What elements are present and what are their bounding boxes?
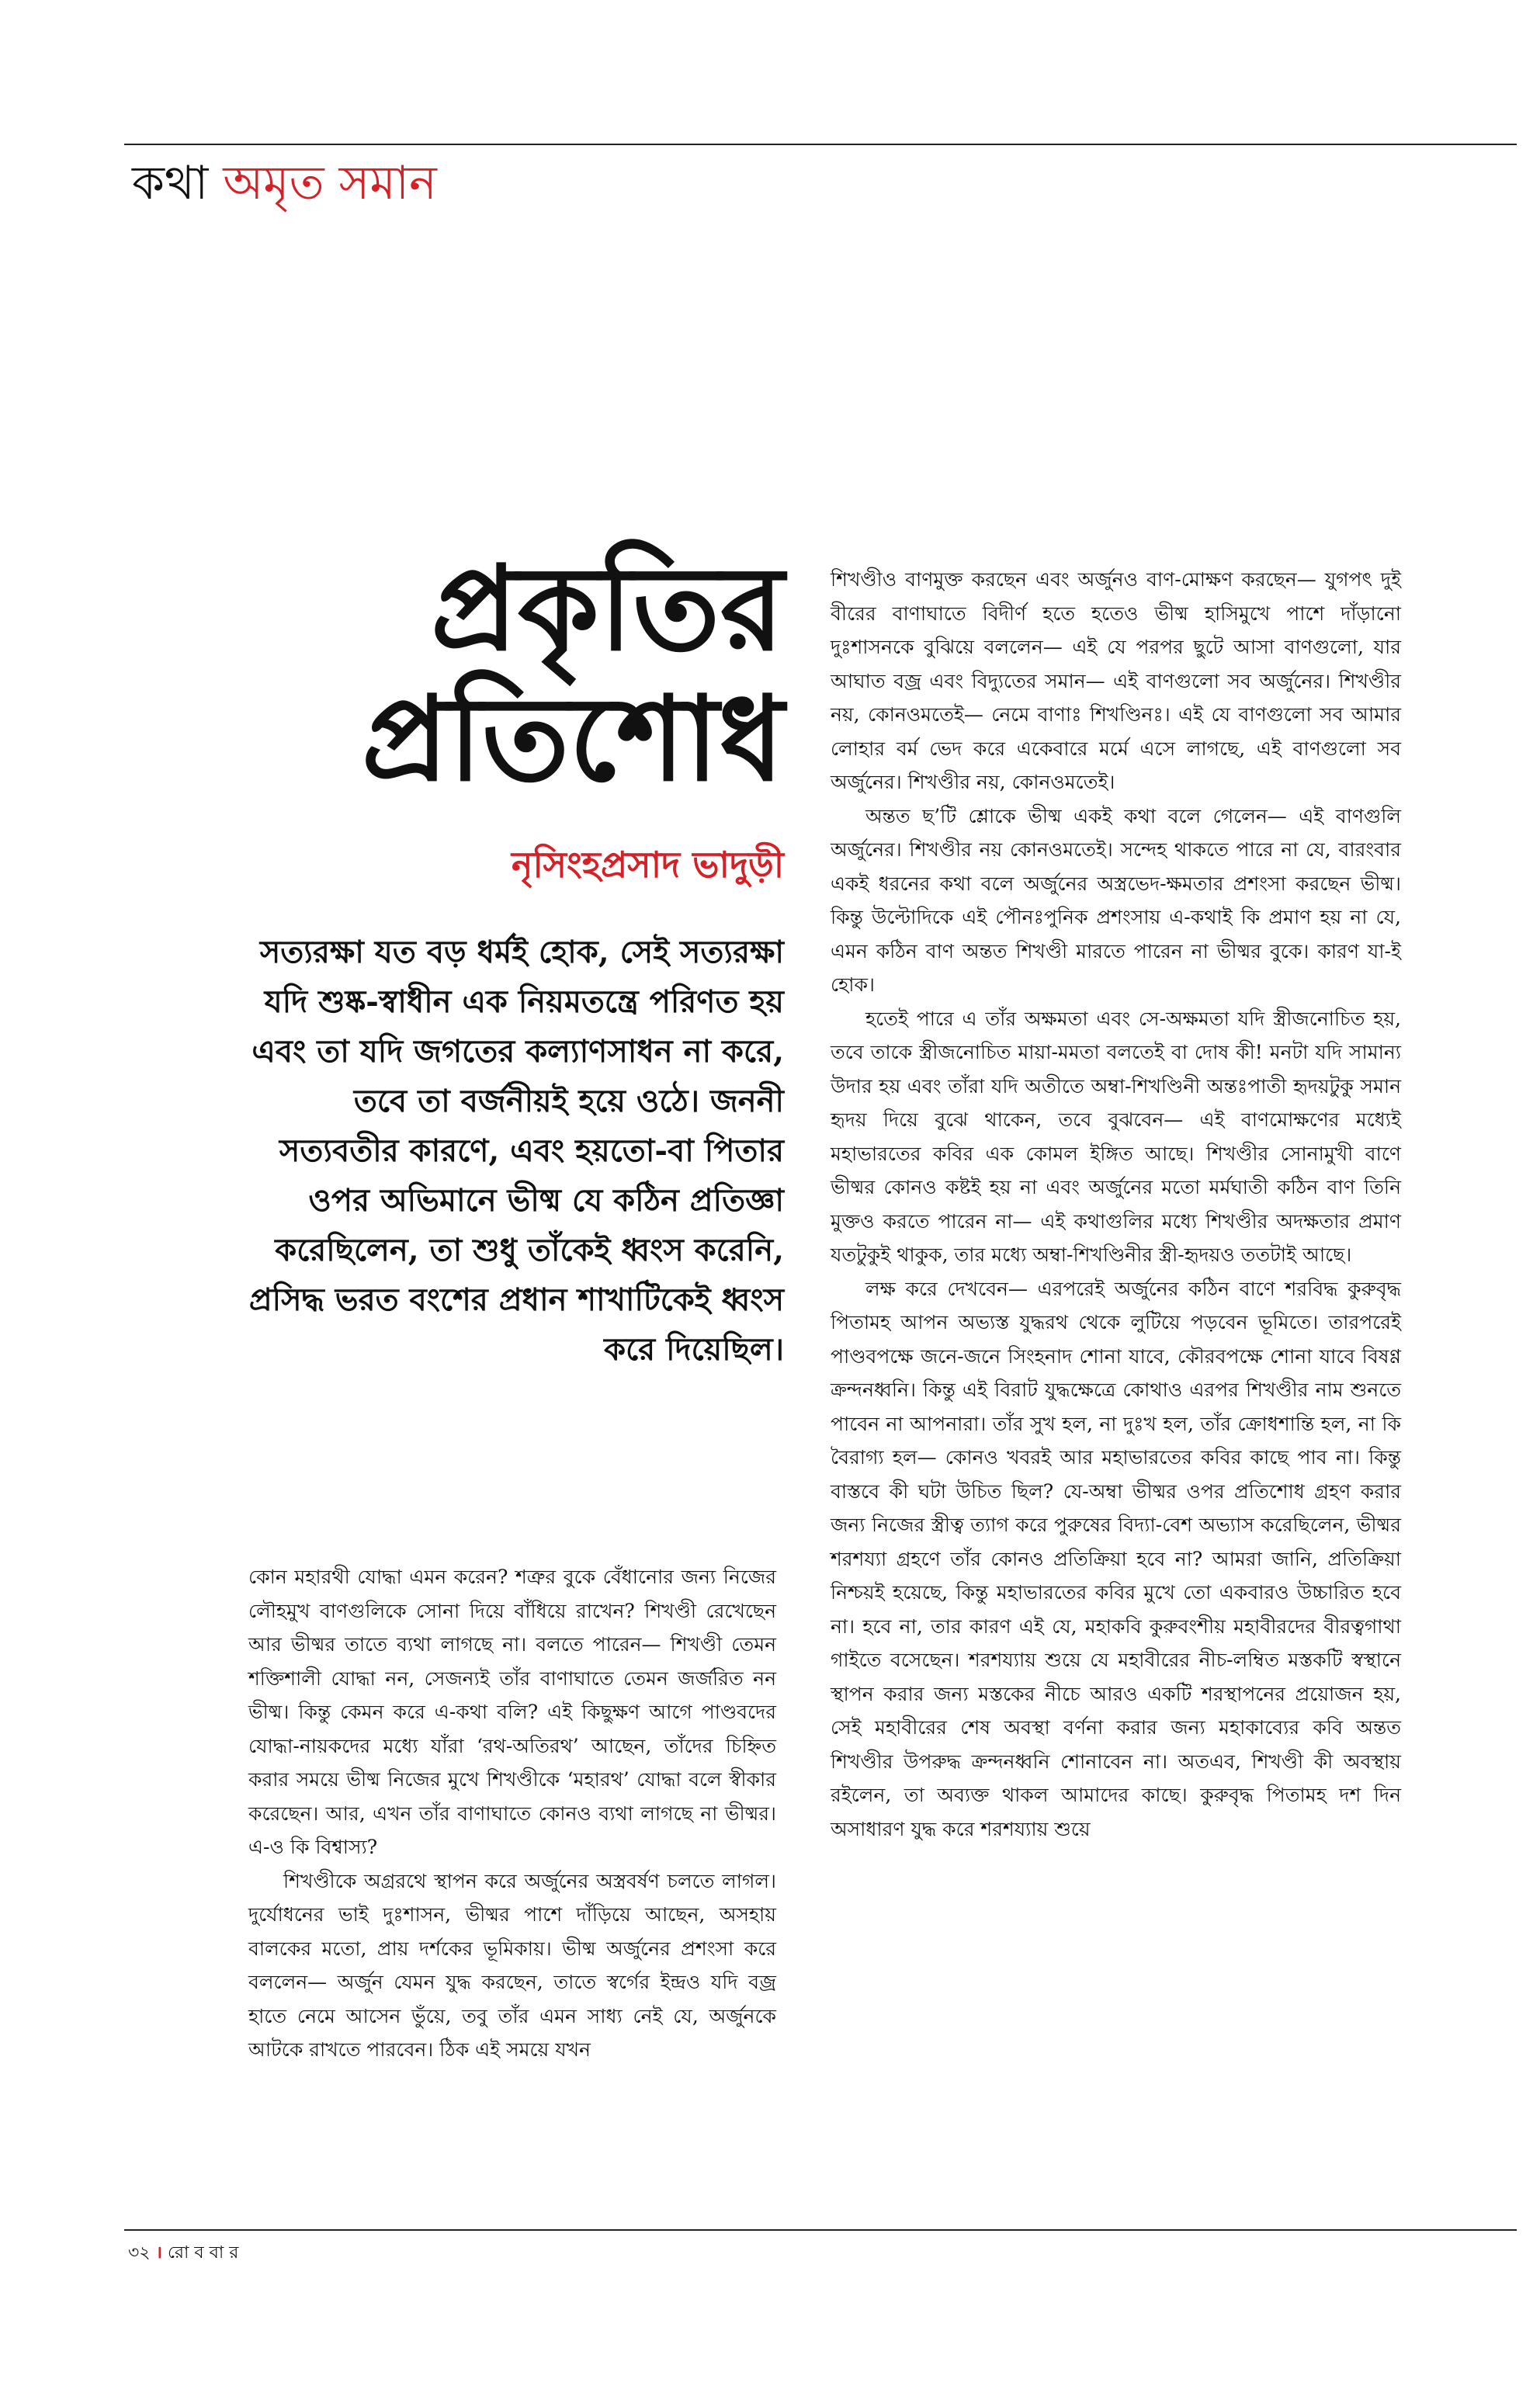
top-rule — [124, 144, 1517, 145]
paragraph: শিখণ্ডীও বাণমুক্ত করছেন এবং অর্জুনও বাণ-মোক্ষণ করছেন— যুগপৎ দুই বীরের বাণাঘাতে বিদীর্ণ হতে হতেও ভীষ্ম হাসিমুখে পাশে দাঁড়ানো দুঃশাসনকে বুঝিয়ে বললেন— এই যে পরপর ছুটে আসা বাণগুলো, যার আঘাত বজ্র এবং বিদ্যুতের সমান— এই বাণগুলো সব অর্জুনের। শিখণ্ডীর নয়, কোনওমতেই— নেমে বাণাঃ শিখণ্ডিনঃ। এই যে বাণগুলো সব আমার লোহার বর্ম ভেদ করে একেবারে মর্মে এসে লাগছে, এই বাণগুলো সব অর্জুনের। শিখণ্ডীর নয়, কোনওমতেই। — [831, 568, 1401, 793]
title-line-1: প্রকৃতির — [431, 540, 784, 677]
body-column-left — [248, 1560, 776, 2067]
page-number: ৩২ — [128, 2243, 151, 2263]
title-line-2: প্রতিশোধ — [361, 671, 784, 807]
footer-separator: । — [155, 2242, 162, 2263]
article-title — [295, 540, 784, 807]
paragraph: হতেই পারে এ তাঁর অক্ষমতা এবং সে-অক্ষমতা যদি স্ত্রীজনোচিত হয়, তবে তাকে স্ত্রীজনোচিত মায়া-মমতা বলতেই বা দোষ কী! মনটা যদি সামান্য উদার হয় এবং তাঁরা যদি অতীতে অম্বা-শিখণ্ডিনী অন্তঃপাতী হৃদয়টুকু সমান হৃদয় দিয়ে বুঝে থাকেন, তবে বুঝবেন— এই বাণমোক্ষণের মধ্যেই মহাভারতের কবির এক কোমল ইঙ্গিত আছে। শিখণ্ডীর সোনামুখী বাণে ভীষ্মর কোনও কষ্টই হয় না এবং অর্জুনের মতো মর্মঘাতী কঠিন বাণ তিনি মুক্তও করতে পারেন না— এই কথাগুলির মধ্যে শিখণ্ডীর অদক্ষতার প্রমাণ যতটুকুই থাকুক, তার মধ্যে অম্বা-শিখণ্ডিনীর স্ত্রী-হৃদয়ও ততটাই আছে। — [831, 1007, 1401, 1266]
pull-quote-text: সত্যরক্ষা যত বড় ধর্মই হোক, সেই সত্যরক্ষা যদি শুষ্ক-স্বাধীন এক নিয়মতন্ত্রে পরিণত হয় এবং তা যদি জগতের কল্যাণসাধন না করে, তবে তা বর্জনীয়ই হয়ে ওঠে। জননী সত্যবতীর কারণে, এবং হয়তো-বা পিতার ওপর অভিমানে ভীষ্ম যে কঠিন প্রতিজ্ঞা করেছিলেন, তা শুধু তাঁকেই ধ্বংস করেনি, প্রসিদ্ধ ভরত বংশের প্রধান শাখাটিকেই ধ্বংস করে দিয়েছিল। — [248, 934, 784, 1368]
bottom-rule — [124, 2229, 1517, 2231]
author-byline: নৃসিংহপ্রসাদ ভাদুড়ী — [512, 844, 784, 886]
body-column-right — [831, 563, 1401, 1846]
section-header-part1: কথা — [132, 156, 209, 210]
paragraph: লক্ষ করে দেখবেন— এরপরেই অর্জুনের কঠিন বাণে শরবিদ্ধ কুরুবৃদ্ধ পিতামহ আপন অভ্যস্ত যুদ্ধরথ থেকে লুটিয়ে পড়বেন ভূমিতে। তারপরেই পাণ্ডবপক্ষে জনে-জনে সিংহনাদ শোনা যাবে, কৌরবপক্ষে শোনা যাবে বিষণ্ণ ক্রন্দনধ্বনি। কিন্তু এই বিরাট যুদ্ধক্ষেত্রে কোথাও এরপর শিখণ্ডীর নাম শুনতে পাবেন না আপনারা। তাঁর সুখ হল, না দুঃখ হল, তাঁর ক্রোধশান্তি হল, না কি বৈরাগ্য হল— কোনও খবরই আর মহাভারতের কবির কাছে পাব না। কিন্তু বাস্তবে কী ঘটা উচিত ছিল? যে-অম্বা ভীষ্মর ওপর প্রতিশোধ গ্রহণ করার জন্য নিজের স্ত্রীত্ব ত্যাগ করে পুরুষের বিদ্যা-বেশ অভ্যাস করেছিলেন, ভীষ্মর শরশয্যা গ্রহণে তাঁর কোনও প্রতিক্রিয়া হবে না? আমরা জানি, প্রতিক্রিয়া নিশ্চয়ই হয়েছে, কিন্তু মহাভারতের কবির মুখে তো একবারও উচ্চারিত হবে না। হবে না, তার কারণ এই যে, মহাকবি কুরুবংশীয় মহাবীরদের বীরত্বগাথা গাইতে বসেছেন। শরশয্যায় শুয়ে যে মহাবীরের নীচ-লম্বিত মস্তকটি স্বস্থানে স্থাপন করার জন্য মস্তকের নীচে আরও একটি শরস্থাপনের প্রয়োজন হয়, সেই মহাবীরের শেষ অবস্থা বর্ণনা করার জন্য মহাকাব্যের কবি অন্তত শিখণ্ডীর উপরুদ্ধ ক্রন্দনধ্বনি শোনাবেন না। অতএব, শিখণ্ডী কী অবস্থায় রইলেন, তা অব্যক্ত থাকল আমাদের কাছে। কুরুবৃদ্ধ পিতামহ দশ দিন অসাধারণ যুদ্ধ করে শরশয্যায় শুয়ে — [831, 1277, 1401, 1840]
magazine-name: রো ব বা র — [167, 2243, 239, 2263]
page-footer — [128, 2239, 238, 2268]
paragraph: শিখণ্ডীকে অগ্ররথে স্থাপন করে অর্জুনের অস্ত্রবর্ষণ চলতে লাগল। দুর্যোধনের ভাই দুঃশাসন, ভীষ্মর পাশে দাঁড়িয়ে আছেন, অসহায় বালকের মতো, প্রায় দর্শকের ভূমিকায়। ভীষ্ম অর্জুনের প্রশংসা করে বললেন— অর্জুন যেমন যুদ্ধ করছেন, তাতে স্বর্গের ইন্দ্রও যদি বজ্র হাতে নেমে আসেন ভুঁয়ে, তবু তাঁর এমন সাধ্য নেই যে, অর্জুনকে আটকে রাখতে পারবেন। ঠিক এই সময়ে যখন — [248, 1869, 776, 2061]
pull-quote — [233, 928, 784, 1375]
section-header-part2: অমৃত সমান — [223, 156, 437, 210]
paragraph: কোন মহারথী যোদ্ধা এমন করেন? শত্রুর বুকে বেঁধানোর জন্য নিজের লৌহমুখ বাণগুলিকে সোনা দিয়ে বাঁধিয়ে রাখেন? শিখণ্ডী রেখেছেন আর ভীষ্মর তাতে ব্যথা লাগছে না। বলতে পারেন— শিখণ্ডী তেমন শক্তিশালী যোদ্ধা নন, সেজন্যই তাঁর বাণাঘাতে তেমন জর্জরিত নন ভীষ্ম। কিন্তু কেমন করে এ-কথা বলি? এই কিছুক্ষণ আগে পাণ্ডবদের যোদ্ধা-নায়কদের মধ্যে যাঁরা ‘রথ-অতিরথ’ আছেন, তাঁদের চিহ্নিত করার সময়ে ভীষ্ম নিজের মুখে শিখণ্ডীকে ‘মহারথ’ যোদ্ধা বলে স্বীকার করেছেন। আর, এখন তাঁর বাণাঘাতে কোনও ব্যথা লাগছে না ভীষ্মর। এ-ও কি বিশ্বাস্য? — [248, 1566, 776, 1858]
paragraph: অন্তত ছ’টি শ্লোকে ভীষ্ম একই কথা বলে গেলেন— এই বাণগুলি অর্জুনের। শিখণ্ডীর নয় কোনওমতেই। সন্দেহ থাকতে পারে না যে, বারংবার একই ধরনের কথা বলে অর্জুনের অস্ত্রভেদ-ক্ষমতার প্রশংসা করছেন ভীষ্ম। কিন্তু উল্টোদিকে এই পৌনঃপুনিক প্রশংসায় এ-কথাই কি প্রমাণ হয় না যে, এমন কঠিন বাণ অন্তত শিখণ্ডী মারতে পারেন না ভীষ্মর বুকে। কারণ যা-ই হোক। — [831, 804, 1401, 996]
section-header — [132, 155, 437, 211]
